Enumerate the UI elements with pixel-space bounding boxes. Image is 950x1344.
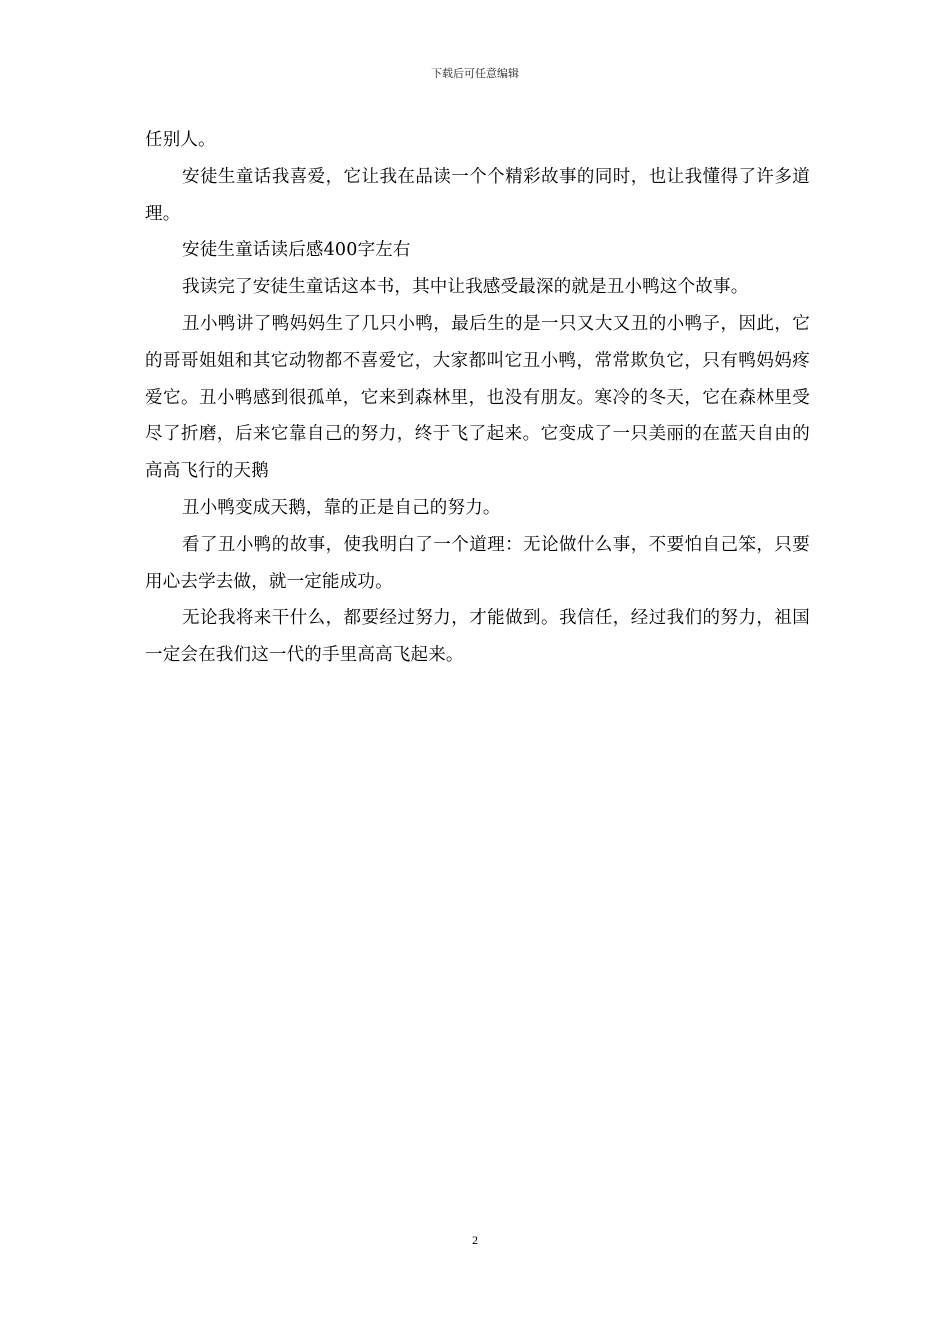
paragraph: 丑小鸭讲了鸭妈妈生了几只小鸭，最后生的是一只又大又丑的小鸭子，因此，它的哥哥姐姐和其它动物都不喜爱它，大家都叫它丑小鸭，常常欺负它，只有鸭妈妈疼爱它。丑小鸭感到很孤单，它来到森林里，也没有朋友。寒冷的冬天，它在森林里受尽了折磨，后来它靠自己的努力，终于飞了起来。它变成了一只美丽的在蓝天自由的高高飞行的天鹅 xyxy=(145,313,810,482)
paragraph: 我读完了安徒生童话这本书，其中让我感受最深的就是丑小鸭这个故事。 xyxy=(182,277,749,298)
section-heading: 安徒生童话读后感400字左右 xyxy=(182,240,411,261)
document-body xyxy=(145,122,810,674)
paragraph-continuation: 任别人。 xyxy=(145,130,216,150)
paragraph: 安徒生童话我喜爱，它让我在品读一个个精彩故事的同时，也让我懂得了许多道理。 xyxy=(145,166,810,224)
paragraph: 无论我将来干什么，都要经过努力，才能做到。我信任，经过我们的努力，祖国一定会在我们这一代的手里高高飞起来。 xyxy=(145,608,810,666)
paragraph: 看了丑小鸭的故事，使我明白了一个道理：无论做什么事，不要怕自己笨，只要用心去学去做，就一定能成功。 xyxy=(145,534,810,592)
paragraph: 丑小鸭变成天鹅，靠的正是自己的努力。 xyxy=(182,497,501,518)
page-header: 下载后可任意编辑 xyxy=(431,67,519,80)
page-number: 2 xyxy=(472,1233,478,1247)
